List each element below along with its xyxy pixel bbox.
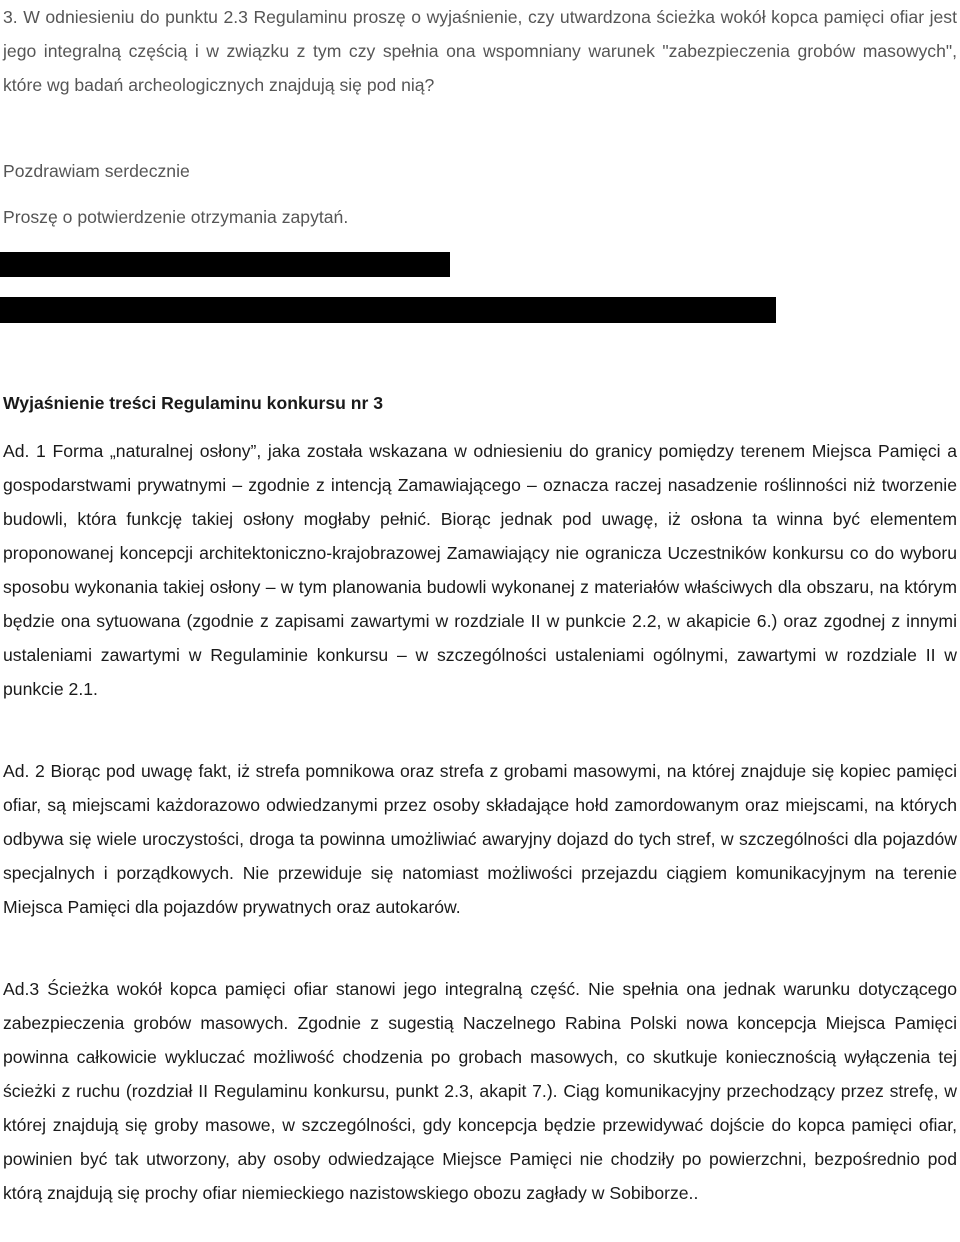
answer-paragraph-2: Ad. 2 Biorąc pod uwagę fakt, iż strefa pomnikowa oraz strefa z grobami masowymi, na której znajduje się kopiec pamięci ofiar, są miejscami każdorazowo odwiedzanymi przez osoby składające hołd zamordowanym oraz miejscami, na których odbywa się wiele uroczystości, droga ta powinna umożliwiać awaryjny dojazd do tych stref, w szczególności dla pojazdów specjalnych i porządkowych. Nie przewiduje się natomiast możliwości przejazdu ciągiem komunikacyjnym na terenie Miejsca Pamięci dla pojazdów prywatnych oraz autokarów. xyxy=(3,761,957,917)
explanation-heading: Wyjaśnienie treści Regulaminu konkursu nr 3 xyxy=(3,393,384,413)
closing-greeting: Pozdrawiam serdecznie xyxy=(3,161,190,181)
closing-request: Proszę o potwierdzenie otrzymania zapytań. xyxy=(3,207,349,227)
answer-paragraph-1: Ad. 1 Forma „naturalnej osłony”, jaka została wskazana w odniesieniu do granicy pomiędzy terenem Miejsca Pamięci a gospodarstwami prywatnymi – zgodnie z intencją Zamawiającego – oznacza raczej nasadzenie roślinności niż tworzenie budowli, która funkcję takiej osłony mogłaby pełnić. Biorąc jednak pod uwagę, iż osłona ta winna być elementem proponowanej koncepcji architektoniczno-krajobrazowej Zamawiający nie ogranicza Uczestników konkursu co do wyboru sposobu wykonania takiej osłony – w tym planowania budowli wykonanej z materiałów właściwych dla obszaru, na którym będzie ona sytuowana (zgodnie z zapisami zawartymi w rozdziale II w punkcie 2.2, w akapicie 6.) oraz zgodnej z innymi ustaleniami zawartymi w Regulaminie konkursu – w szczególności ustaleniami ogólnymi, zawartymi w rozdziale II w punkcie 2.1. xyxy=(3,441,957,699)
redaction-bar xyxy=(0,297,776,323)
question-paragraph: 3. W odniesieniu do punktu 2.3 Regulaminu proszę o wyjaśnienie, czy utwardzona ścieżka wokół kopca pamięci ofiar jest jego integralną częścią i w związku z tym czy spełnia ona wspomniany warunek "zabezpieczenia grobów masowych", które wg badań archeologicznych znajdują się pod nią? xyxy=(3,7,957,95)
answer-paragraph-3: Ad.3 Ścieżka wokół kopca pamięci ofiar stanowi jego integralną część. Nie spełnia ona jednak warunku dotyczącego zabezpieczenia grobów masowych. Zgodnie z sugestią Naczelnego Rabina Polski nowa koncepcja Miejsca Pamięci powinna całkowicie wykluczać możliwość chodzenia po grobach masowych, co skutkuje koniecznością wyłączenia tej ścieżki z ruchu (rozdział II Regulaminu konkursu, punkt 2.3, akapit 7.). Ciąg komunikacyjny przechodzący przez strefę, w której znajdują się groby masowe, w szczególności, gdy koncepcja będzie przewidywać dojście do kopca pamięci ofiar, powinien być tak utworzony, aby osoby odwiedzające Miejsce Pamięci nie chodziły po powierzchni, bezpośrednio pod którą znajdują się prochy ofiar niemieckiego nazistowskiego obozu zagłady w Sobiborze.. xyxy=(3,979,957,1203)
redaction-bar xyxy=(0,252,450,277)
